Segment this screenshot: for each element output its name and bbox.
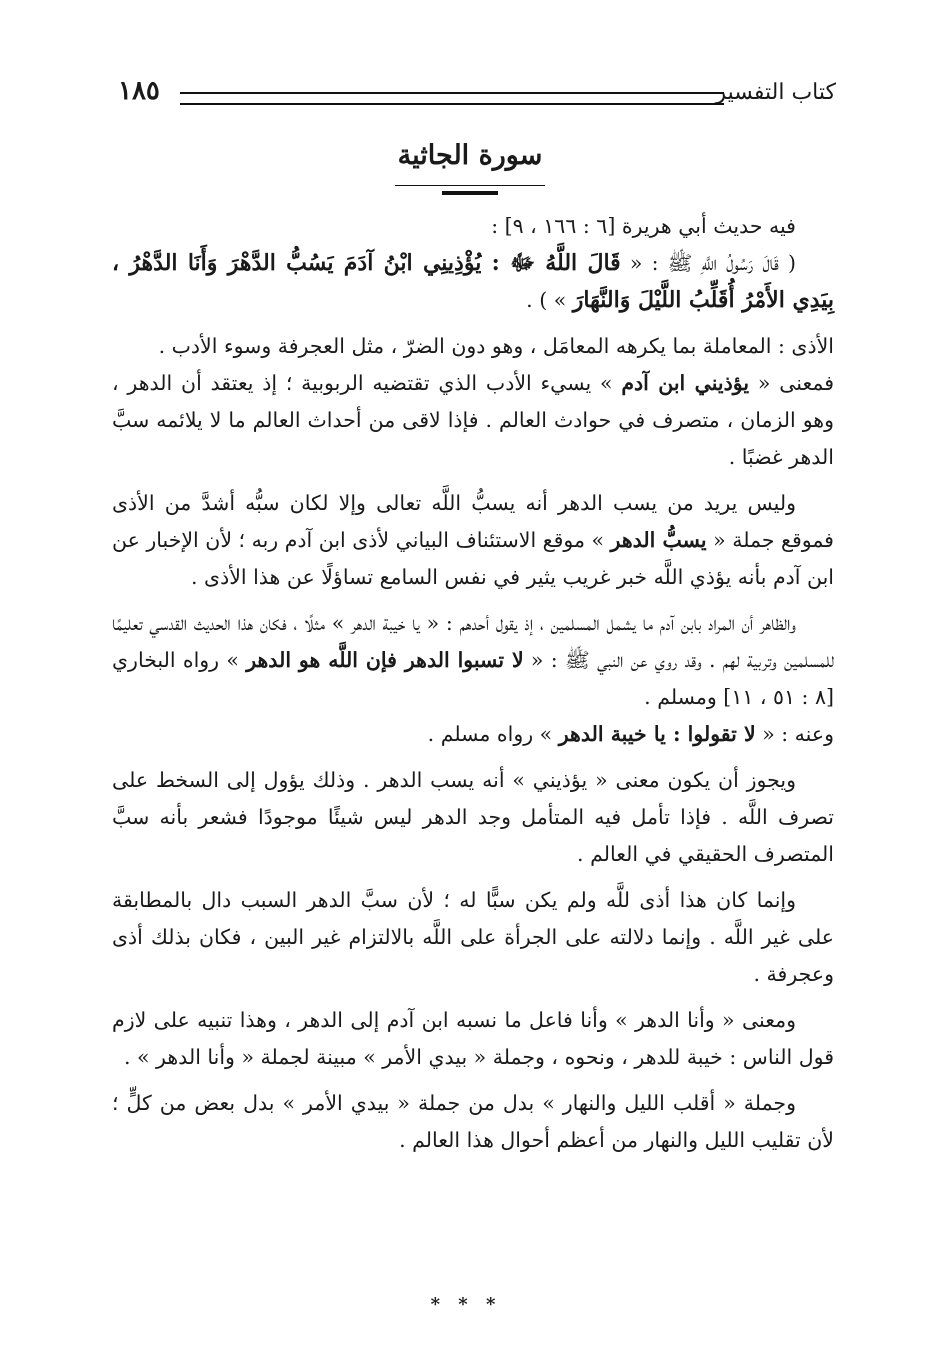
bold-quote: يؤذيني ابن آدم	[621, 371, 750, 395]
hadith-intro: فيه حديث أبي هريرة [٦ : ١٦٦ ، ٩] :	[491, 214, 796, 238]
bold-quote: لا تقولوا : يا خيبة الدهر	[558, 722, 756, 746]
paragraph-2-line1: الأذى : المعاملة بما يكرهه المعامَل ، وهو دون الضرّ ، مثل العجرفة وسوء الأدب .	[158, 334, 834, 358]
bold-quote: لا تسبوا الدهر فإن اللَّه هو الدهر	[246, 648, 524, 672]
paragraph-4-line2	[112, 716, 834, 753]
page-number: ١٨٥	[118, 76, 160, 106]
paragraph-2	[112, 328, 834, 476]
paragraph-7-body: ومعنى « وأنا الدهر » وأنا فاعل ما نسبه ابن آدم إلى الدهر ، وهذا تنبيه على لازم قول الناس : خيبة للدهر ، ونحوه ، وجملة « بيدي الأمر » مبينة لجملة « وأنا الدهر » .	[112, 1008, 834, 1069]
text-run: والظاهر أن المراد بابن آدم ما يشمل المسلمين ، إذ يقول أحدهم : « يا خيبة الدهر » مثلًا ، فكان هذا الحديث القدسي تعليمًا للمسلمين وتربية لهم . وقد روي عن النبي ﷺ : «	[112, 611, 834, 672]
book-title: كتاب التفسير	[715, 80, 836, 105]
paragraph-3	[112, 485, 834, 596]
paragraph-6-body: وإنما كان هذا أذى للَّه ولم يكن سبًّا له ؛ لأن سبَّ الدهر السبب دال بالمطابقة على غير اللَّه . وإنما دلالته على الجرأة على اللَّه بالالتزام غير البين ، فكان بذلك أذى وعجرفة .	[112, 888, 834, 986]
paragraph-hadith	[112, 208, 834, 319]
bold-quote: يسبُّ الدهر	[610, 528, 707, 552]
hadith-close: » ) .	[526, 288, 573, 312]
section-separator: * * *	[430, 1294, 502, 1315]
paragraph-6	[112, 882, 834, 993]
hadith-open: ( قَالَ رَسُولُ اللَّهِ ﷺ : «	[620, 251, 796, 275]
text-run: » يسيء الأدب الذي تقتضيه الربوبية ؛ إذ يعتقد أن الدهر ، وهو الزمان ، متصرف في حوادث العالم . فإذا لاقى من أحداث العالم ما لا يلائمه سبَّ الدهر غضبًا .	[112, 371, 834, 469]
title-underline	[395, 185, 545, 186]
paragraph-5	[112, 762, 834, 873]
text-run: وليس يريد من يسب الدهر أنه يسبُّ اللَّه تعالى وإلا لكان سبُّه أشدَّ من الأذى فموقع جملة «	[112, 491, 834, 552]
text-run: » موقع الاستئناف البياني لأذى ابن آدم ربه ؛ لأن الإخبار عن ابن آدم بأنه يؤذي اللَّه خبر غريب يثير في نفس السامع تساؤلًا عن هذا الأذى .	[112, 528, 834, 589]
hadith-quote	[112, 245, 834, 319]
paragraph-3-body	[112, 485, 834, 596]
paragraph-7	[112, 1002, 834, 1076]
surah-heading	[380, 140, 560, 195]
title-bar	[442, 191, 498, 195]
paragraph-8	[112, 1085, 834, 1159]
header-rule	[180, 92, 724, 105]
paragraph-8-body: وجملة « أقلب الليل والنهار » بدل من جملة « بيدي الأمر » بدل بعض من كلٍّ ؛ لأن تقليب الليل والنهار من أعظم أحوال هذا العالم .	[112, 1091, 834, 1152]
body-text	[112, 208, 834, 1168]
text-run: » رواه مسلم .	[427, 722, 559, 746]
surah-title: سورة الجاثية	[397, 140, 543, 171]
paragraph-4	[112, 605, 834, 753]
text-run: وعنه : «	[755, 722, 834, 746]
paragraph-5-body: ويجوز أن يكون معنى « يؤذيني » أنه يسب الدهر . وذلك يؤول إلى السخط على تصرف اللَّه . فإذا تأمل فيه المتأمل وجد الدهر ليس شيئًا موجودًا فشعر بأنه سبَّ المتصرف الحقيقي في العالم .	[112, 768, 834, 866]
text-run: فمعنى «	[749, 371, 835, 395]
paragraph-2-body	[112, 365, 834, 476]
running-header	[118, 76, 836, 116]
text-run: » رواه البخاري [٨ : ٥١ ، ١١] ومسلم .	[112, 648, 834, 709]
hadith-text: قَالَ اللَّهُ ﷻ : يُؤْذِينِي ابْنُ آدَمَ يَسُبُّ الدَّهْرَ وَأَنَا الدَّهْرُ ، بِيَدِي الأَمْرُ أُقَلِّبُ اللَّيْلَ وَالنَّهَارَ	[112, 250, 834, 313]
paragraph-4-body	[112, 605, 834, 716]
